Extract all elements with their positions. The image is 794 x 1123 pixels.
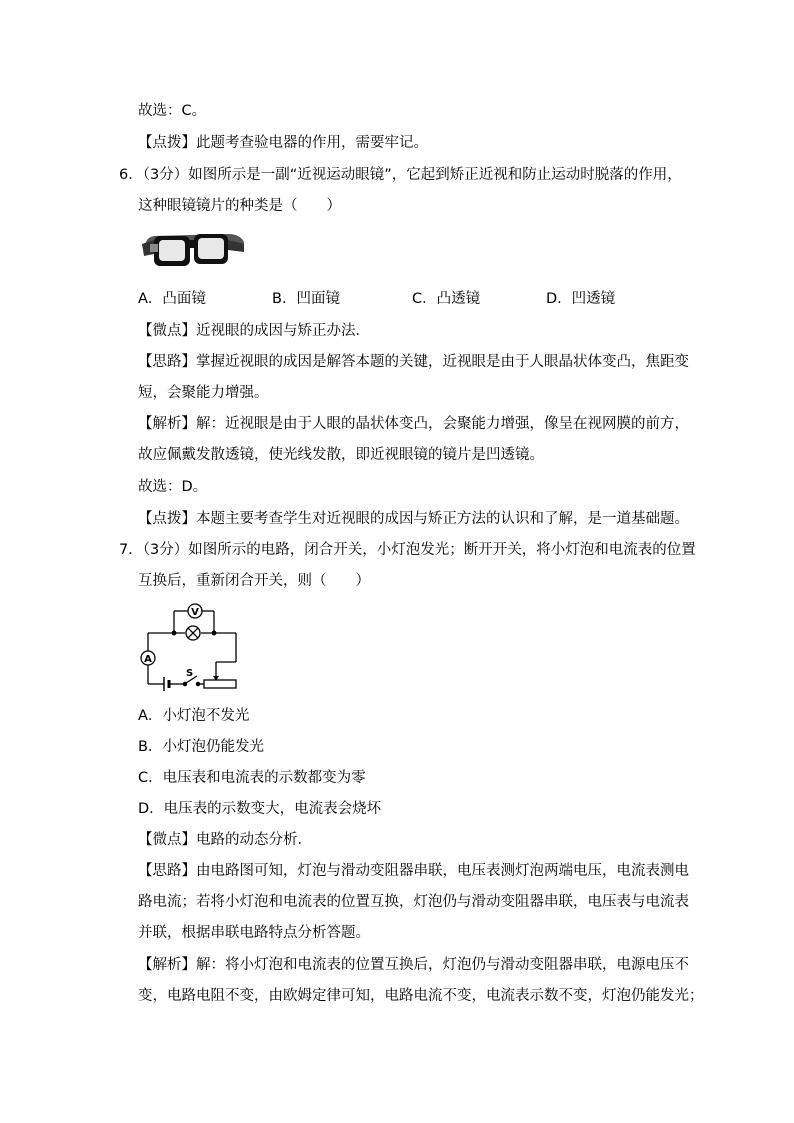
solution-answer-5: 故选：C。 — [138, 103, 207, 119]
ammeter-label: A — [144, 654, 152, 665]
question-7-option-d: D．电压表的示数变大，电流表会烧坏 — [138, 801, 382, 817]
question-7-silu-line-2: 路电流；若将小灯泡和电流表的位置互换，灯泡仍与滑动变阻器串联，电压表与电流表 — [138, 894, 689, 910]
question-6-option-c: C．凸透镜 — [412, 291, 481, 307]
question-6-weidian: 【微点】近视眼的成因与矫正办法． — [138, 323, 370, 339]
battery-icon — [164, 677, 169, 691]
question-7-weidian: 【微点】电路的动态分析． — [138, 832, 312, 848]
question-7-stem-line-1: 7．（3分）如图所示的电路，闭合开关，小灯泡发光；断开开关，将小灯泡和电流表的位置 — [119, 542, 696, 558]
question-7-option-c: C．电压表和电流表的示数都变为零 — [138, 770, 366, 786]
question-7-jiexi-line-1: 【解析】解：将小灯泡和电流表的位置互换后，灯泡仍与滑动变阻器串联，电源电压不 — [138, 957, 689, 973]
question-7-option-b: B．小灯泡仍能发光 — [138, 739, 264, 755]
voltmeter-label: V — [191, 607, 199, 618]
solution-tip-5: 【点拨】此题考查验电器的作用，需要牢记。 — [138, 135, 428, 151]
question-6-option-b: B．凹面镜 — [272, 291, 340, 307]
question-6-stem-line-1: 6．（3分）如图所示是一副“近视运动眼镜”，它起到矫正近视和防止运动时脱落的作用， — [119, 167, 682, 183]
question-7-stem-line-2: 互换后，重新闭合开关，则（ ） — [138, 573, 370, 589]
sports-glasses-figure — [140, 226, 246, 274]
lamp-icon — [186, 626, 200, 640]
circuit-diagram — [134, 600, 244, 696]
rheostat-icon — [204, 680, 236, 688]
question-6-silu-line-1: 【思路】掌握近视眼的成因是解答本题的关键，近视眼是由于人眼晶状体变凸，焦距变 — [138, 354, 689, 370]
question-6-stem-line-2: 这种眼镜镜片的种类是（ ） — [138, 198, 341, 214]
question-7-silu-line-3: 并联，根据串联电路特点分析答题。 — [138, 925, 370, 941]
switch-label: S — [186, 668, 194, 679]
question-7-jiexi-line-2: 变，电路电阻不变，由欧姆定律可知，电路电流不变，电流表示数不变，灯泡仍能发光； — [138, 988, 704, 1004]
question-6-silu-line-2: 短，会聚能力增强。 — [138, 385, 269, 401]
question-6-dianbo: 【点拨】本题主要考查学生对近视眼的成因与矫正方法的认识和了解，是一道基础题。 — [138, 511, 689, 527]
question-6-option-d: D．凹透镜 — [546, 291, 616, 307]
question-6-jiexi-line-2: 故应佩戴发散透镜，使光线发散，即近视眼镜的镜片是凹透镜。 — [138, 447, 544, 463]
question-6-answer: 故选：D。 — [138, 479, 208, 495]
question-6-option-a: A．凸面镜 — [138, 291, 206, 307]
question-7-silu-line-1: 【思路】由电路图可知，灯泡与滑动变阻器串联，电压表测灯泡两端电压，电流表测电 — [138, 863, 689, 879]
question-6-jiexi-line-1: 【解析】解：近视眼是由于人眼的晶状体变凸，会聚能力增强，像呈在视网膜的前方， — [138, 416, 689, 432]
question-7-option-a: A．小灯泡不发光 — [138, 708, 250, 724]
